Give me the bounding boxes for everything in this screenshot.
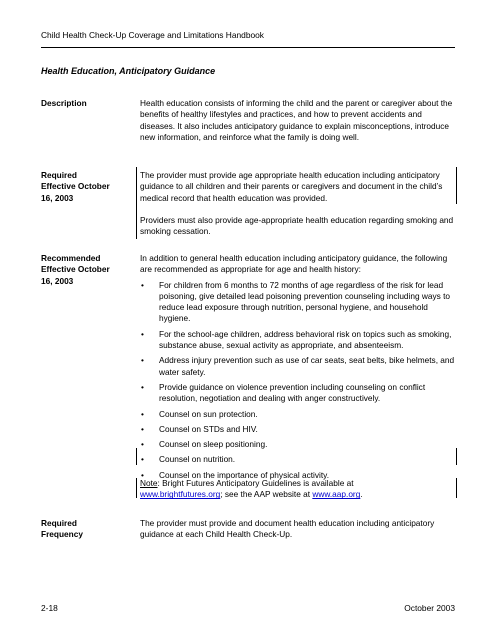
frequency-label-line1: Required — [41, 518, 77, 528]
bullet-icon: • — [141, 279, 144, 290]
required-label — [41, 170, 136, 204]
recommended-text — [140, 253, 458, 485]
list-item: • Counsel on sleep positioning. — [141, 439, 268, 450]
frequency-label-line2: Frequency — [41, 529, 83, 540]
description-label: Description — [41, 98, 87, 108]
list-item: • For children from 6 months to 72 months of age regardless of the risk for lead poisoning, give detailed lead poisoning prevention counseling including ways to reduce lead exposure through nutrition, personal hygiene, and household hygiene. — [141, 279, 451, 324]
description-paragraph: Health education consists of informing the child and the parent or caregiver about the benefits of healthy lifestyles and practices, and how to prevent accidents and diseases. It also includes anticipatory guidance to explain misconceptions, introduce new information, and reinforce what the family is doing well. — [140, 98, 453, 142]
change-bar-left — [136, 448, 137, 465]
recommended-label-line3: 16, 2003 — [41, 275, 74, 286]
aap-link[interactable]: www.aap.org — [312, 489, 361, 500]
change-bar-right — [456, 448, 457, 465]
list-item: • For the school-age children, address behavioral risk on topics such as smoking, substance abuse, sexual activity as appropriate, and absenteeism. — [141, 328, 452, 351]
list-item: • Counsel on nutrition. — [141, 454, 236, 465]
header-rule — [41, 47, 455, 48]
recommended-label-line1: Recommended — [41, 253, 101, 263]
section-title: Health Education, Anticipatory Guidance — [41, 66, 216, 76]
note-text: Note: Bright Futures Anticipatory Guidelines is available at www.brightfutures.org; see the AAP website at www.aap.org. — [140, 478, 363, 500]
recommendation-list — [140, 280, 458, 481]
note-label: Note — [140, 478, 158, 488]
frequency-label — [41, 518, 136, 541]
list-item: • Counsel on STDs and HIV. — [141, 423, 258, 434]
recommended-label — [41, 253, 136, 287]
brightfutures-link[interactable]: www.brightfutures.org — [140, 489, 221, 500]
description-text — [140, 98, 458, 143]
required-paragraph-1: The provider must provide age appropriate health education including anticipatory guidance to all children and their parents or caregivers and document in the child’s medical record that health education was provided. — [140, 170, 443, 203]
recommended-intro: In addition to general health education including anticipatory guidance, the following are recommended as appropriate for age and health history: — [140, 253, 448, 275]
bullet-icon: • — [141, 469, 144, 480]
bullet-icon: • — [141, 454, 144, 465]
change-bar-left — [136, 478, 137, 498]
bullet-icon: • — [141, 381, 144, 392]
list-item: • Address injury prevention such as use of car seats, seat belts, bike helmets, and water safety. — [141, 355, 455, 377]
required-label-line2: Effective October — [41, 181, 110, 192]
change-bar-left — [136, 167, 137, 239]
required-paragraph-2: Providers must also provide age-appropriate health education regarding smoking and smoking cessation. — [140, 214, 454, 237]
frequency-text — [140, 518, 458, 541]
running-header: Child Health Check-Up Coverage and Limitations Handbook — [41, 30, 264, 40]
bullet-icon: • — [141, 439, 144, 450]
required-text — [140, 170, 458, 237]
footer-date: October 2003 — [404, 603, 455, 613]
list-item: • Counsel on the importance of physical activity. — [141, 469, 330, 480]
required-label-line3: 16, 2003 — [41, 192, 74, 203]
bullet-icon: • — [141, 408, 144, 419]
list-item: • Counsel on sun protection. — [141, 408, 258, 419]
page-number: 2-18 — [41, 603, 58, 613]
bullet-icon: • — [141, 423, 144, 434]
required-label-line1: Required — [41, 170, 77, 180]
bullet-icon: • — [141, 328, 144, 339]
bullet-icon: • — [141, 355, 144, 366]
list-item: • Provide guidance on violence prevention including counseling on conflict resolution, negotiation and dealing with anger constructively. — [141, 381, 426, 404]
recommended-label-line2: Effective October — [41, 264, 110, 275]
frequency-paragraph: The provider must provide and document health education including anticipatory guidance at each Child Health Check-Up. — [140, 518, 435, 540]
